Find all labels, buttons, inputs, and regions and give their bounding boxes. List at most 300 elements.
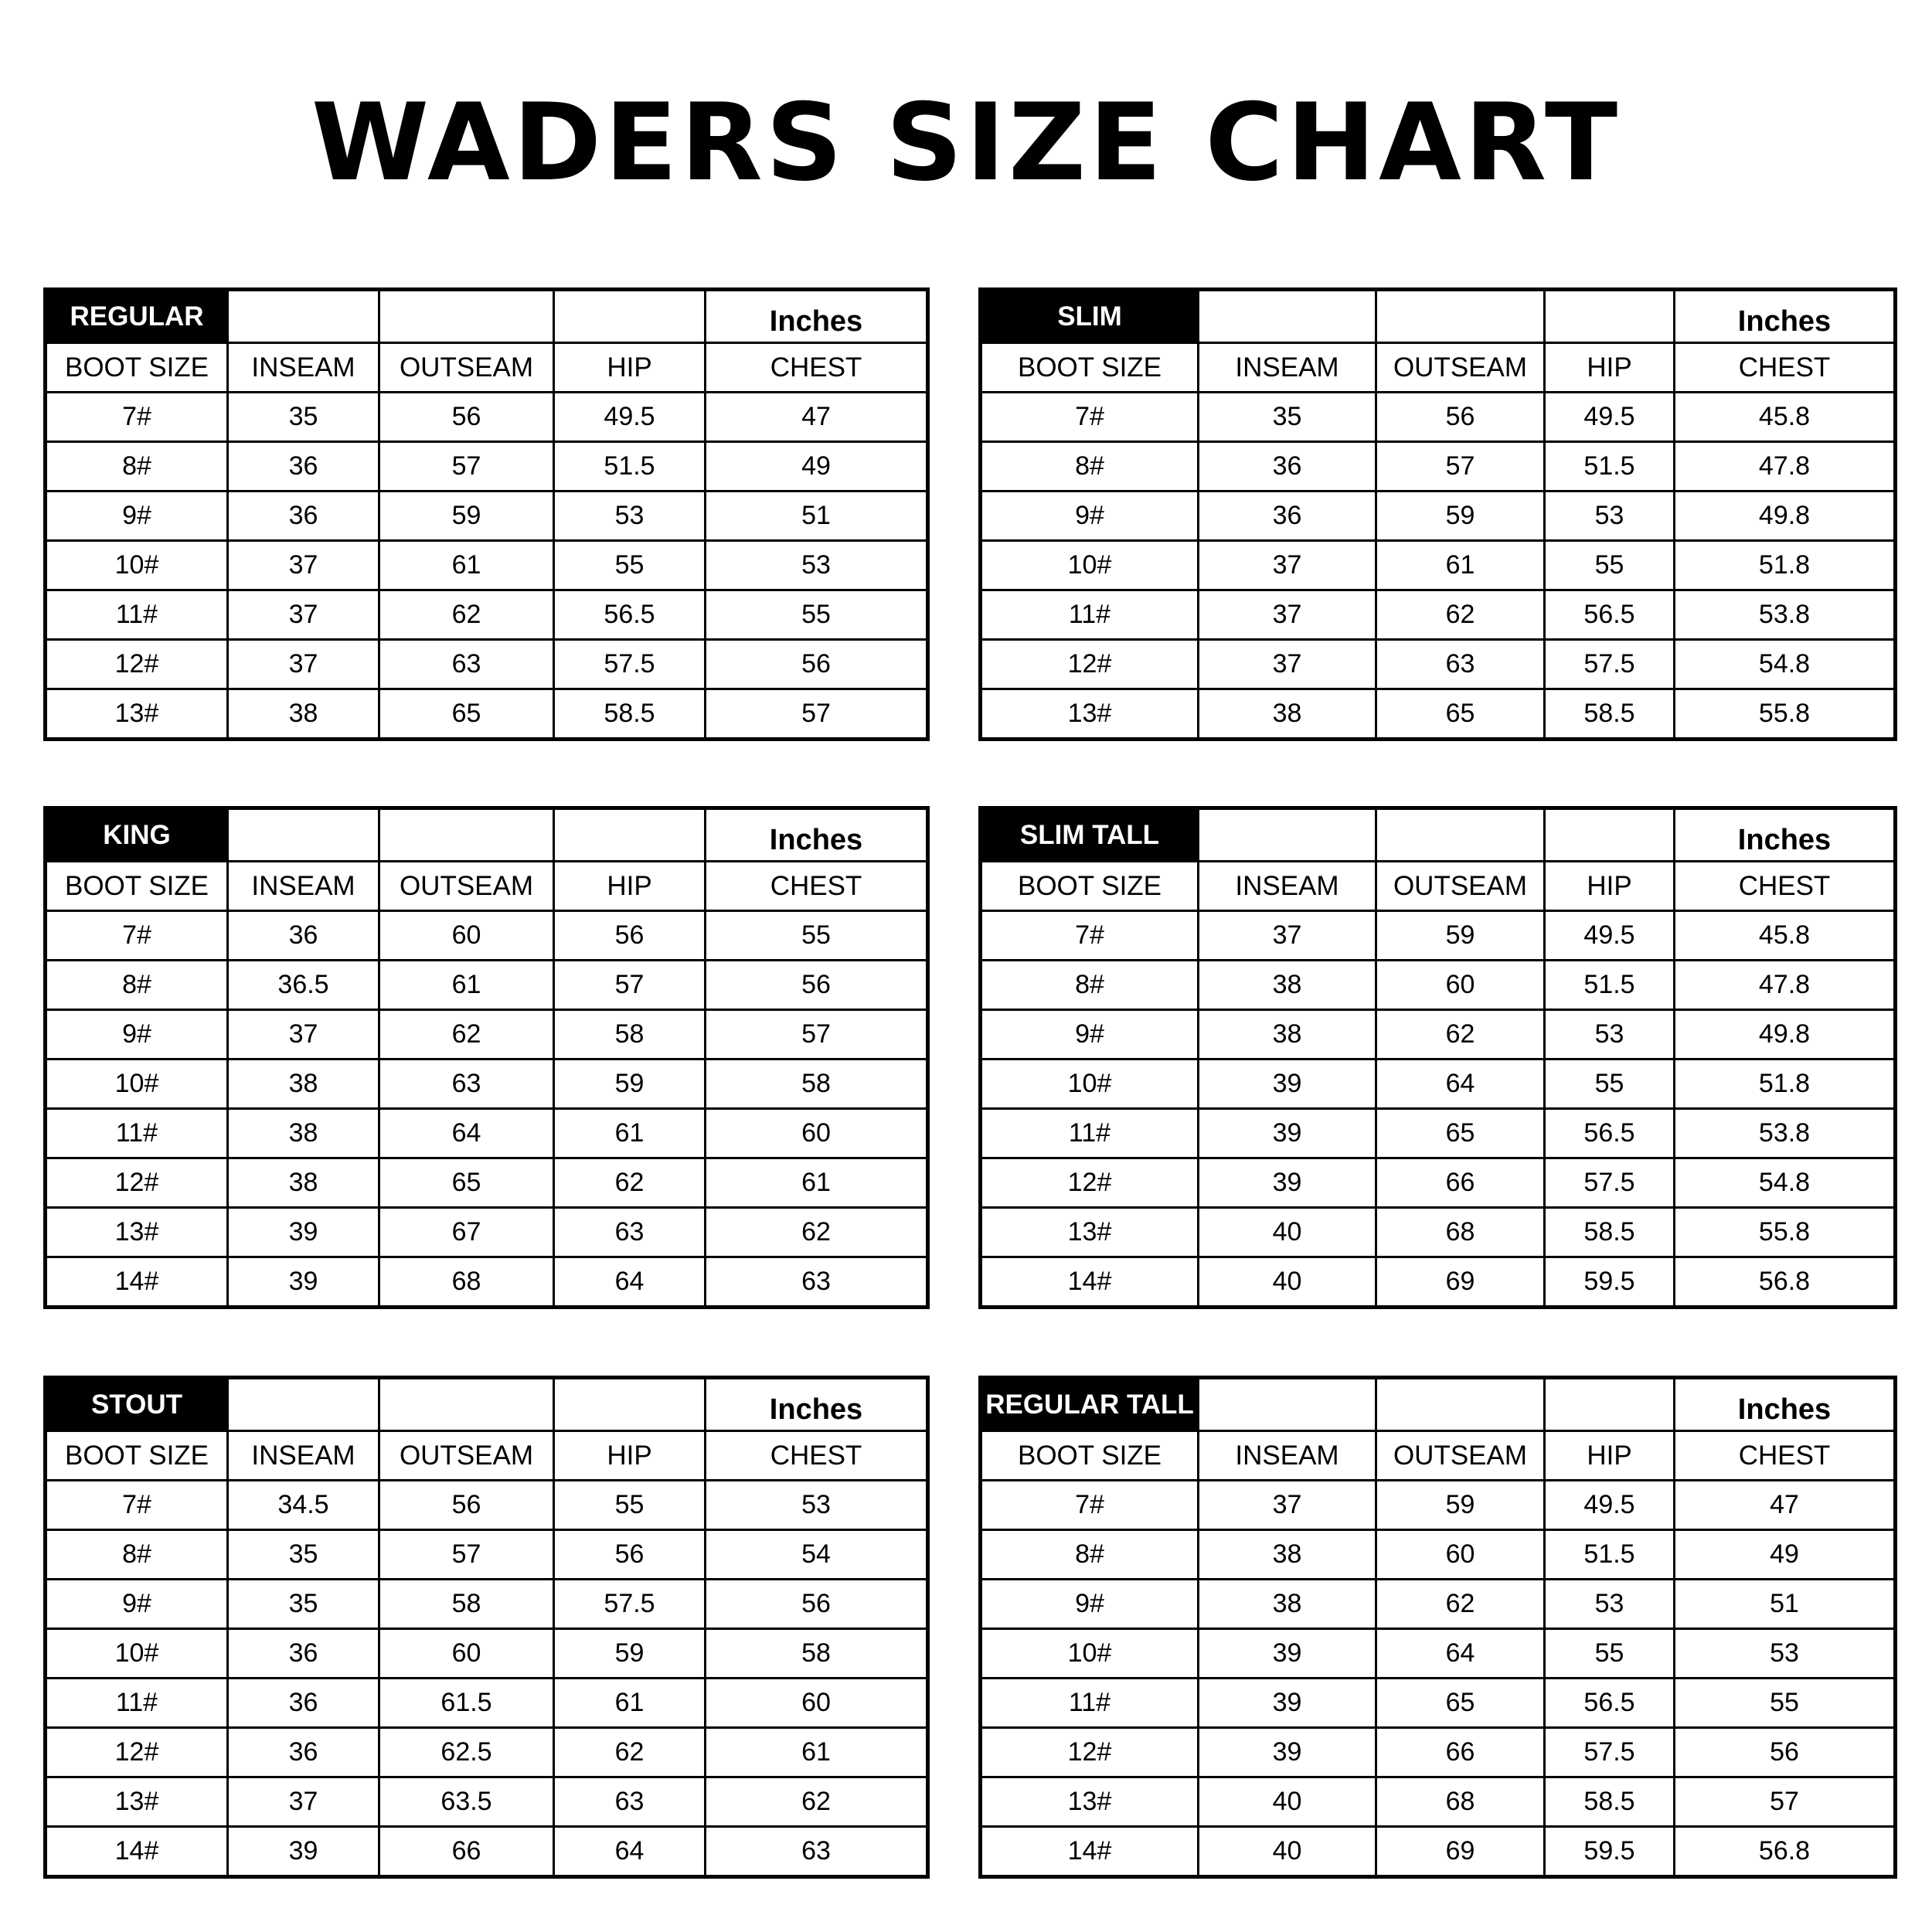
table-cell: 56: [706, 640, 928, 689]
table-cell: 57.5: [1545, 1158, 1675, 1208]
table-cell: 10#: [46, 1060, 228, 1109]
table-cell: 65: [1376, 1109, 1545, 1158]
table-cell: 63.5: [379, 1777, 554, 1827]
table-cell: 61: [379, 541, 554, 590]
table-cell: 47: [1675, 1481, 1896, 1530]
table-cell: 59: [1376, 492, 1545, 541]
column-header: HIP: [554, 862, 706, 911]
table-cell: 49.5: [1545, 1481, 1675, 1530]
regular-tall-size-table: [978, 1376, 1897, 1879]
table-cell: 59: [554, 1060, 706, 1109]
table-cell: 58: [706, 1629, 928, 1679]
table-header-row: [46, 862, 928, 911]
table-cell: 55: [706, 590, 928, 640]
table-row: [46, 961, 928, 1010]
table-cell: 62.5: [379, 1728, 554, 1777]
table-cell: 57.5: [1545, 1728, 1675, 1777]
empty-cell: [1199, 1378, 1376, 1431]
table-cell: 37: [1199, 640, 1376, 689]
table-cell: 68: [1376, 1777, 1545, 1827]
table-cell: 53: [1545, 1580, 1675, 1629]
table-cell: 55: [706, 911, 928, 961]
table-cell: 12#: [46, 640, 228, 689]
table-cell: 8#: [46, 1530, 228, 1580]
unit-label: Inches: [706, 1378, 928, 1431]
table-cell: 51.5: [554, 442, 706, 492]
table-cell: 7#: [981, 1481, 1199, 1530]
table-cell: 57: [379, 1530, 554, 1580]
column-header: BOOT SIZE: [46, 1431, 228, 1481]
table-cell: 65: [379, 1158, 554, 1208]
table-cell: 57.5: [554, 640, 706, 689]
table-cell: 39: [228, 1208, 379, 1257]
table-cell: 53: [554, 492, 706, 541]
table-cell: 47: [706, 393, 928, 442]
table-cell: 7#: [981, 911, 1199, 961]
column-header: HIP: [1545, 1431, 1675, 1481]
table-cell: 38: [1199, 1580, 1376, 1629]
table-cell: 51.5: [1545, 961, 1675, 1010]
table-cell: 11#: [981, 1109, 1199, 1158]
table-cell: 37: [228, 541, 379, 590]
table-cell: 12#: [981, 640, 1199, 689]
table-cell: 59: [1376, 911, 1545, 961]
table-cell: 9#: [981, 492, 1199, 541]
table-row: [981, 393, 1896, 442]
table-cell: 57: [554, 961, 706, 1010]
table-cell: 58.5: [554, 689, 706, 740]
table-cell: 54.8: [1675, 1158, 1896, 1208]
column-header: INSEAM: [1199, 862, 1376, 911]
table-cell: 56: [706, 961, 928, 1010]
table-cell: 39: [1199, 1109, 1376, 1158]
table-cell: 9#: [981, 1580, 1199, 1629]
column-header: HIP: [1545, 343, 1675, 393]
table-cell: 39: [228, 1257, 379, 1308]
empty-cell: [228, 290, 379, 343]
table-cell: 56: [1376, 393, 1545, 442]
table-cell: 68: [1376, 1208, 1545, 1257]
table-cell: 60: [1376, 1530, 1545, 1580]
table-row: [46, 1629, 928, 1679]
table-cell: 14#: [981, 1257, 1199, 1308]
table-cell: 55: [1675, 1679, 1896, 1728]
table-cell: 40: [1199, 1208, 1376, 1257]
table-cell: 7#: [981, 393, 1199, 442]
table-cell: 38: [228, 689, 379, 740]
table-cell: 37: [1199, 1481, 1376, 1530]
table-cell: 9#: [981, 1010, 1199, 1060]
table-cell: 57: [706, 1010, 928, 1060]
table-row: [981, 1777, 1896, 1827]
table-cell: 51: [706, 492, 928, 541]
table-cell: 56.5: [1545, 1679, 1675, 1728]
table-row: [981, 1530, 1896, 1580]
table-cell: 49.8: [1675, 492, 1896, 541]
table-cell: 56.5: [1545, 1109, 1675, 1158]
table-row: [981, 1158, 1896, 1208]
table-cell: 53: [706, 1481, 928, 1530]
table-type-label: SLIM TALL: [981, 808, 1199, 862]
table-cell: 57.5: [1545, 640, 1675, 689]
table-cell: 66: [379, 1827, 554, 1877]
table-cell: 37: [228, 1777, 379, 1827]
table-row: [981, 911, 1896, 961]
table-cell: 10#: [46, 1629, 228, 1679]
table-cell: 39: [1199, 1060, 1376, 1109]
table-cell: 57: [379, 442, 554, 492]
table-cell: 37: [1199, 590, 1376, 640]
table-cell: 53: [1675, 1629, 1896, 1679]
table-cell: 67: [379, 1208, 554, 1257]
unit-label: Inches: [1675, 1378, 1896, 1431]
column-header: BOOT SIZE: [981, 1431, 1199, 1481]
table-row: [981, 1481, 1896, 1530]
table-title-row: [981, 290, 1896, 343]
table-cell: 14#: [46, 1827, 228, 1877]
column-header: CHEST: [706, 1431, 928, 1481]
table-cell: 63: [554, 1208, 706, 1257]
table-row: [981, 1010, 1896, 1060]
slim-size-table: [978, 287, 1897, 741]
table-title-row: [981, 808, 1896, 862]
table-cell: 60: [706, 1679, 928, 1728]
table-cell: 8#: [981, 442, 1199, 492]
table-cell: 54.8: [1675, 640, 1896, 689]
table-cell: 55.8: [1675, 1208, 1896, 1257]
table-row: [981, 640, 1896, 689]
column-header: OUTSEAM: [379, 1431, 554, 1481]
table-cell: 53: [706, 541, 928, 590]
table-cell: 10#: [981, 541, 1199, 590]
table-cell: 45.8: [1675, 393, 1896, 442]
table-cell: 55: [554, 541, 706, 590]
table-cell: 12#: [981, 1158, 1199, 1208]
table-cell: 55: [554, 1481, 706, 1530]
table-cell: 10#: [46, 541, 228, 590]
table-cell: 11#: [46, 590, 228, 640]
table-cell: 63: [379, 640, 554, 689]
table-cell: 37: [1199, 911, 1376, 961]
table-cell: 13#: [46, 1777, 228, 1827]
table-cell: 59.5: [1545, 1827, 1675, 1877]
table-cell: 7#: [46, 911, 228, 961]
table-header-row: [981, 862, 1896, 911]
table-cell: 36: [228, 1728, 379, 1777]
table-cell: 39: [1199, 1629, 1376, 1679]
table-cell: 63: [379, 1060, 554, 1109]
table-cell: 34.5: [228, 1481, 379, 1530]
table-cell: 12#: [981, 1728, 1199, 1777]
table-cell: 64: [379, 1109, 554, 1158]
slim-tall-size-table: [978, 806, 1897, 1309]
column-header: OUTSEAM: [1376, 343, 1545, 393]
table-row: [981, 1257, 1896, 1308]
table-cell: 59: [1376, 1481, 1545, 1530]
table-cell: 58: [554, 1010, 706, 1060]
table-cell: 11#: [981, 590, 1199, 640]
empty-cell: [1545, 1378, 1675, 1431]
table-cell: 62: [706, 1208, 928, 1257]
table-cell: 57.5: [554, 1580, 706, 1629]
table-row: [981, 492, 1896, 541]
table-cell: 47.8: [1675, 442, 1896, 492]
table-title-row: [981, 1378, 1896, 1431]
table-cell: 62: [1376, 1010, 1545, 1060]
table-cell: 45.8: [1675, 911, 1896, 961]
table-cell: 58.5: [1545, 689, 1675, 740]
empty-cell: [554, 808, 706, 862]
table-row: [981, 1728, 1896, 1777]
table-row: [981, 1208, 1896, 1257]
table-cell: 69: [1376, 1257, 1545, 1308]
empty-cell: [1376, 808, 1545, 862]
table-cell: 40: [1199, 1257, 1376, 1308]
table-cell: 57: [706, 689, 928, 740]
column-header: OUTSEAM: [379, 862, 554, 911]
table-cell: 61: [554, 1679, 706, 1728]
table-row: [46, 492, 928, 541]
table-cell: 56.5: [1545, 590, 1675, 640]
table-row: [981, 1060, 1896, 1109]
table-cell: 49: [706, 442, 928, 492]
table-row: [981, 1109, 1896, 1158]
table-row: [46, 393, 928, 442]
table-cell: 65: [1376, 689, 1545, 740]
page-title: WADERS SIZE CHART: [311, 80, 1621, 205]
table-cell: 56: [1675, 1728, 1896, 1777]
table-cell: 61: [379, 961, 554, 1010]
table-cell: 58: [379, 1580, 554, 1629]
table-cell: 60: [379, 1629, 554, 1679]
column-header: BOOT SIZE: [981, 343, 1199, 393]
table-cell: 35: [228, 1580, 379, 1629]
table-cell: 62: [379, 1010, 554, 1060]
empty-cell: [379, 290, 554, 343]
column-header: BOOT SIZE: [46, 343, 228, 393]
table-cell: 56.8: [1675, 1257, 1896, 1308]
table-row: [981, 1580, 1896, 1629]
table-row: [981, 442, 1896, 492]
table-row: [981, 689, 1896, 740]
column-header: CHEST: [1675, 343, 1896, 393]
table-title-row: [46, 1378, 928, 1431]
table-cell: 53: [1545, 1010, 1675, 1060]
table-cell: 62: [1376, 1580, 1545, 1629]
table-cell: 13#: [981, 1777, 1199, 1827]
table-cell: 61.5: [379, 1679, 554, 1728]
empty-cell: [554, 290, 706, 343]
column-header: OUTSEAM: [1376, 1431, 1545, 1481]
table-type-label: REGULAR: [46, 290, 228, 343]
table-cell: 65: [1376, 1679, 1545, 1728]
table-cell: 7#: [46, 393, 228, 442]
table-cell: 13#: [46, 689, 228, 740]
table-row: [46, 1530, 928, 1580]
table-type-label: STOUT: [46, 1378, 228, 1431]
table-cell: 36: [228, 442, 379, 492]
table-row: [46, 1481, 928, 1530]
empty-cell: [379, 1378, 554, 1431]
table-cell: 60: [379, 911, 554, 961]
column-header: HIP: [554, 343, 706, 393]
table-cell: 38: [228, 1158, 379, 1208]
column-header: INSEAM: [1199, 1431, 1376, 1481]
table-cell: 57: [1376, 442, 1545, 492]
column-header: CHEST: [706, 343, 928, 393]
empty-cell: [1199, 290, 1376, 343]
table-cell: 36.5: [228, 961, 379, 1010]
table-cell: 35: [228, 393, 379, 442]
table-cell: 64: [554, 1257, 706, 1308]
column-header: OUTSEAM: [1376, 862, 1545, 911]
table-cell: 38: [1199, 689, 1376, 740]
table-cell: 53.8: [1675, 1109, 1896, 1158]
table-title-row: [46, 808, 928, 862]
table-cell: 62: [1376, 590, 1545, 640]
table-row: [46, 1257, 928, 1308]
table-row: [46, 1827, 928, 1877]
table-cell: 38: [228, 1109, 379, 1158]
table-cell: 7#: [46, 1481, 228, 1530]
table-cell: 38: [1199, 1530, 1376, 1580]
table-row: [981, 1827, 1896, 1877]
empty-cell: [228, 808, 379, 862]
empty-cell: [1545, 808, 1675, 862]
table-cell: 8#: [46, 961, 228, 1010]
table-cell: 62: [379, 590, 554, 640]
table-cell: 62: [706, 1777, 928, 1827]
table-row: [46, 689, 928, 740]
table-cell: 53.8: [1675, 590, 1896, 640]
table-cell: 11#: [46, 1679, 228, 1728]
table-cell: 38: [1199, 961, 1376, 1010]
unit-label: Inches: [1675, 290, 1896, 343]
table-row: [46, 541, 928, 590]
table-cell: 53: [1545, 492, 1675, 541]
table-cell: 8#: [981, 961, 1199, 1010]
table-row: [46, 1208, 928, 1257]
table-cell: 13#: [981, 1208, 1199, 1257]
table-row: [46, 1060, 928, 1109]
table-cell: 14#: [46, 1257, 228, 1308]
table-row: [46, 442, 928, 492]
table-row: [46, 1109, 928, 1158]
unit-label: Inches: [706, 808, 928, 862]
table-row: [46, 1158, 928, 1208]
table-cell: 36: [228, 911, 379, 961]
table-cell: 55.8: [1675, 689, 1896, 740]
table-type-label: KING: [46, 808, 228, 862]
table-cell: 55: [1545, 1060, 1675, 1109]
column-header: HIP: [554, 1431, 706, 1481]
table-cell: 10#: [981, 1060, 1199, 1109]
table-cell: 63: [706, 1827, 928, 1877]
table-cell: 58.5: [1545, 1777, 1675, 1827]
table-row: [46, 640, 928, 689]
table-cell: 40: [1199, 1827, 1376, 1877]
empty-cell: [1199, 808, 1376, 862]
table-cell: 69: [1376, 1827, 1545, 1877]
table-cell: 37: [228, 640, 379, 689]
table-cell: 61: [554, 1109, 706, 1158]
table-cell: 36: [228, 1679, 379, 1728]
empty-cell: [1376, 290, 1545, 343]
table-cell: 56: [706, 1580, 928, 1629]
regular-size-table: [43, 287, 930, 741]
table-row: [46, 1728, 928, 1777]
table-cell: 13#: [46, 1208, 228, 1257]
table-cell: 39: [228, 1827, 379, 1877]
table-row: [46, 1580, 928, 1629]
unit-label: Inches: [706, 290, 928, 343]
column-header: CHEST: [1675, 862, 1896, 911]
table-cell: 61: [706, 1158, 928, 1208]
column-header: CHEST: [706, 862, 928, 911]
table-row: [981, 1679, 1896, 1728]
table-cell: 63: [706, 1257, 928, 1308]
unit-label: Inches: [1675, 808, 1896, 862]
table-cell: 47.8: [1675, 961, 1896, 1010]
empty-cell: [379, 808, 554, 862]
table-cell: 55: [1545, 541, 1675, 590]
table-cell: 56: [554, 911, 706, 961]
table-row: [46, 911, 928, 961]
empty-cell: [228, 1378, 379, 1431]
column-header: BOOT SIZE: [981, 862, 1199, 911]
table-cell: 40: [1199, 1777, 1376, 1827]
table-cell: 54: [706, 1530, 928, 1580]
table-cell: 8#: [981, 1530, 1199, 1580]
table-cell: 39: [1199, 1158, 1376, 1208]
table-cell: 51.8: [1675, 541, 1896, 590]
table-cell: 8#: [46, 442, 228, 492]
table-cell: 10#: [981, 1629, 1199, 1679]
table-cell: 59: [554, 1629, 706, 1679]
table-cell: 60: [1376, 961, 1545, 1010]
column-header: BOOT SIZE: [46, 862, 228, 911]
table-cell: 60: [706, 1109, 928, 1158]
table-cell: 62: [554, 1728, 706, 1777]
table-cell: 58: [706, 1060, 928, 1109]
table-type-label: REGULAR TALL: [981, 1378, 1199, 1431]
table-header-row: [46, 1431, 928, 1481]
table-cell: 55: [1545, 1629, 1675, 1679]
table-cell: 63: [554, 1777, 706, 1827]
table-cell: 36: [1199, 492, 1376, 541]
table-cell: 56: [554, 1530, 706, 1580]
table-cell: 65: [379, 689, 554, 740]
column-header: CHEST: [1675, 1431, 1896, 1481]
column-header: INSEAM: [228, 1431, 379, 1481]
table-header-row: [981, 343, 1896, 393]
table-row: [46, 1777, 928, 1827]
table-cell: 56.5: [554, 590, 706, 640]
table-cell: 36: [1199, 442, 1376, 492]
stout-size-table: [43, 1376, 930, 1879]
table-row: [981, 541, 1896, 590]
table-cell: 66: [1376, 1158, 1545, 1208]
table-cell: 51.5: [1545, 442, 1675, 492]
table-cell: 61: [706, 1728, 928, 1777]
table-cell: 11#: [46, 1109, 228, 1158]
table-header-row: [981, 1431, 1896, 1481]
table-cell: 39: [1199, 1728, 1376, 1777]
table-row: [981, 961, 1896, 1010]
table-cell: 51.8: [1675, 1060, 1896, 1109]
table-cell: 37: [228, 590, 379, 640]
table-cell: 12#: [46, 1158, 228, 1208]
